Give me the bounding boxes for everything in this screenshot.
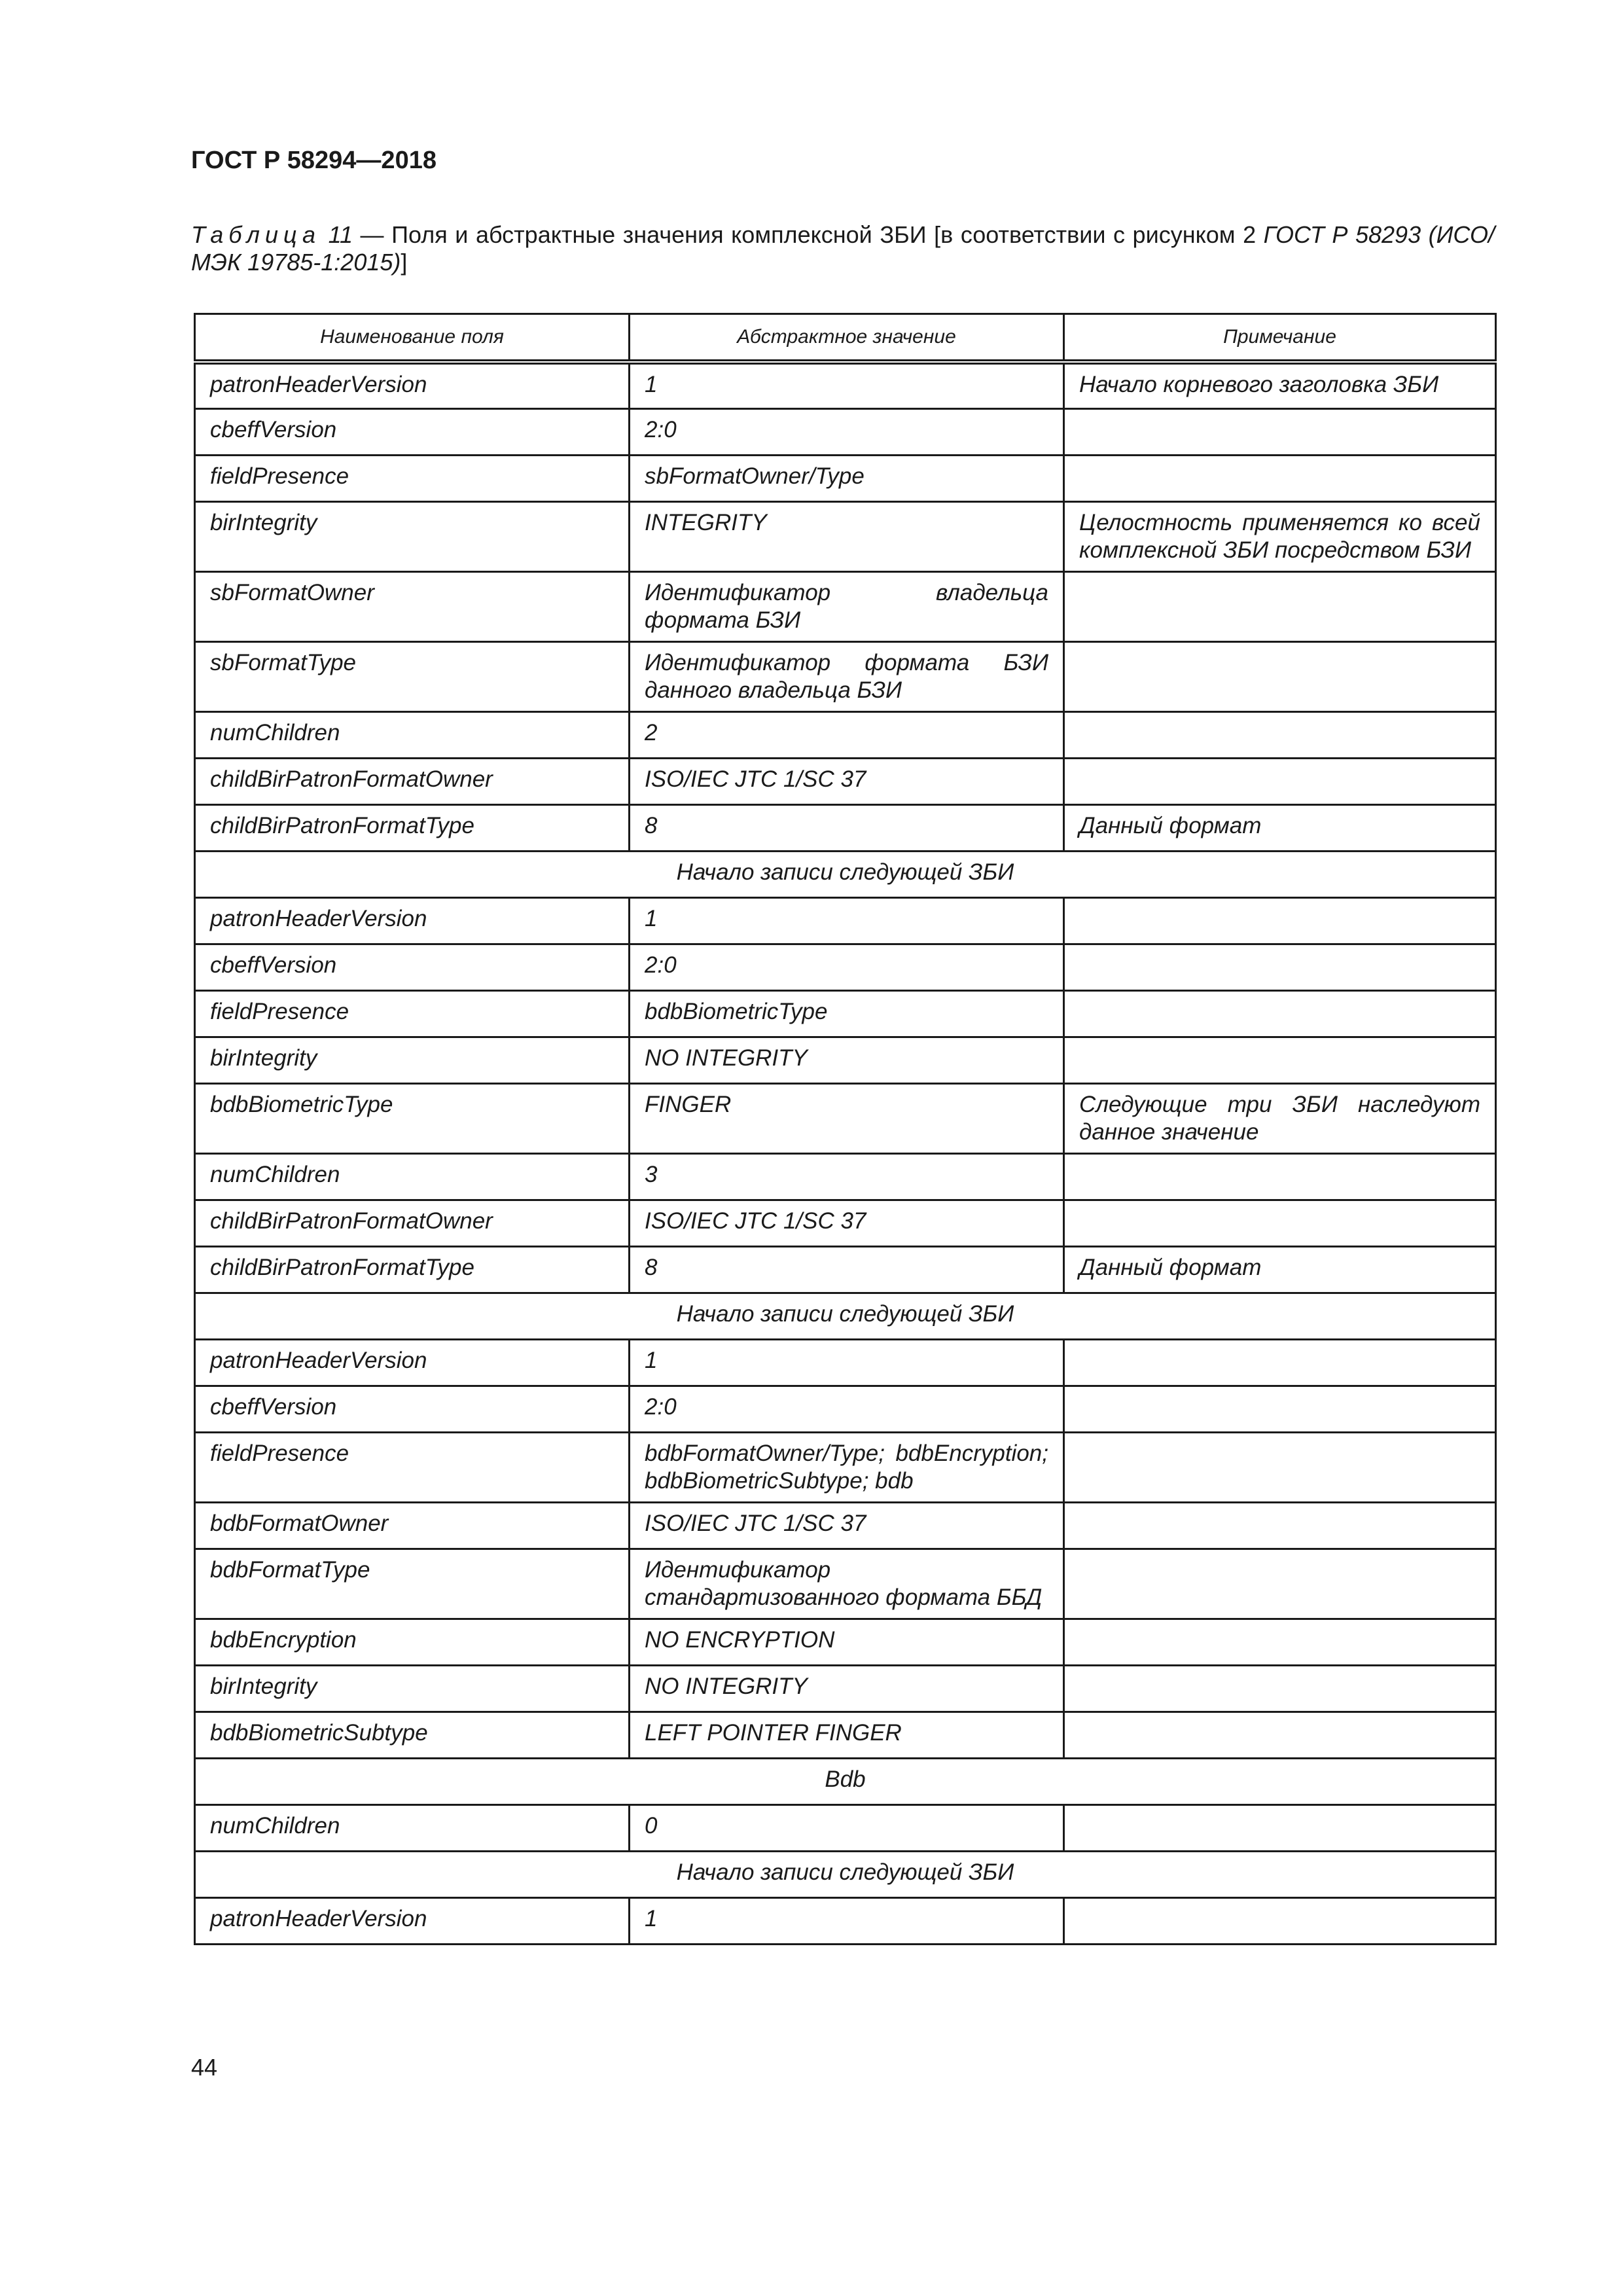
table-row <box>195 897 1496 944</box>
section-title: Bdb <box>195 1758 1496 1804</box>
note-cell: Данный формат <box>1064 804 1496 851</box>
table-row <box>195 990 1496 1037</box>
abstract-value-cell: 1 <box>630 897 1064 944</box>
note-cell <box>1064 1665 1496 1712</box>
table-section-row <box>195 851 1496 897</box>
fields-table <box>194 313 1497 1945</box>
table-row <box>195 1502 1496 1549</box>
abstract-value-cell: FINGER <box>630 1083 1064 1153</box>
abstract-value-cell: 1 <box>630 1897 1064 1944</box>
abstract-value-cell: LEFT POINTER FINGER <box>630 1712 1064 1758</box>
field-name-cell: bdbBiometricType <box>195 1083 630 1153</box>
table-row <box>195 944 1496 990</box>
table-body <box>195 362 1496 1944</box>
table-row <box>195 1432 1496 1502</box>
field-name-cell: birIntegrity <box>195 1037 630 1083</box>
field-name-cell: childBirPatronFormatType <box>195 804 630 851</box>
note-cell: Целостность применяется ко всей комплексной ЗБИ посредством БЗИ <box>1064 501 1496 571</box>
caption-text: — Поля и абстрактные значения комплексной ЗБИ [в соответствии с рисунком 2 <box>352 221 1264 248</box>
caption-close: ] <box>401 249 408 276</box>
caption-label: Таблица <box>191 221 321 248</box>
table-row <box>195 571 1496 641</box>
table-row <box>195 1549 1496 1619</box>
note-cell: Начало корневого заголовка ЗБИ <box>1064 362 1496 408</box>
table-header <box>195 314 1496 363</box>
note-cell <box>1064 711 1496 758</box>
caption-number: 11 <box>328 221 353 248</box>
note-cell: Следующие три ЗБИ наследуют данное значение <box>1064 1083 1496 1153</box>
note-cell <box>1064 1153 1496 1200</box>
note-cell <box>1064 944 1496 990</box>
abstract-value-cell: INTEGRITY <box>630 501 1064 571</box>
table-row <box>195 1712 1496 1758</box>
table-row <box>195 711 1496 758</box>
table-row <box>195 1619 1496 1665</box>
field-name-cell: patronHeaderVersion <box>195 1897 630 1944</box>
field-name-cell: bdbFormatType <box>195 1549 630 1619</box>
table-section-row <box>195 1758 1496 1804</box>
note-cell <box>1064 1432 1496 1502</box>
document-header: ГОСТ Р 58294—2018 <box>191 147 437 174</box>
abstract-value-cell: 1 <box>630 1339 1064 1386</box>
note-cell <box>1064 1386 1496 1432</box>
caption-reference: ГОСТ Р 58293 (ИСО/МЭК 19785-1:2015) <box>191 221 1495 276</box>
table-row <box>195 1339 1496 1386</box>
table-row <box>195 1386 1496 1432</box>
abstract-value-cell: 8 <box>630 1246 1064 1293</box>
table-caption <box>191 221 1495 276</box>
abstract-value-cell: ISO/IEC JTC 1/SC 37 <box>630 1502 1064 1549</box>
field-name-cell: cbeffVersion <box>195 1386 630 1432</box>
field-name-cell: fieldPresence <box>195 1432 630 1502</box>
note-cell <box>1064 641 1496 711</box>
table-section-row <box>195 1851 1496 1897</box>
field-name-cell: bdbBiometricSubtype <box>195 1712 630 1758</box>
note-cell <box>1064 571 1496 641</box>
table-row <box>195 1083 1496 1153</box>
abstract-value-cell: bdbBiometricType <box>630 990 1064 1037</box>
field-name-cell: sbFormatOwner <box>195 571 630 641</box>
note-cell <box>1064 455 1496 501</box>
table-row <box>195 1153 1496 1200</box>
field-name-cell: childBirPatronFormatType <box>195 1246 630 1293</box>
table-header-row <box>195 314 1496 363</box>
field-name-cell: fieldPresence <box>195 990 630 1037</box>
field-name-cell: fieldPresence <box>195 455 630 501</box>
table-row <box>195 1200 1496 1246</box>
table-row <box>195 362 1496 408</box>
table-row <box>195 501 1496 571</box>
field-name-cell: birIntegrity <box>195 501 630 571</box>
note-cell <box>1064 1200 1496 1246</box>
table-row <box>195 1246 1496 1293</box>
field-name-cell: bdbFormatOwner <box>195 1502 630 1549</box>
field-name-cell: cbeffVersion <box>195 408 630 455</box>
abstract-value-cell: 1 <box>630 362 1064 408</box>
page-number: 44 <box>191 2054 218 2081</box>
column-header-field: Наименование поля <box>195 314 630 363</box>
table-row <box>195 758 1496 804</box>
field-name-cell: numChildren <box>195 711 630 758</box>
table-section-row <box>195 1293 1496 1339</box>
section-title: Начало записи следующей ЗБИ <box>195 851 1496 897</box>
section-title: Начало записи следующей ЗБИ <box>195 1293 1496 1339</box>
field-name-cell: numChildren <box>195 1804 630 1851</box>
field-name-cell: patronHeaderVersion <box>195 1339 630 1386</box>
field-name-cell: patronHeaderVersion <box>195 897 630 944</box>
table-row <box>195 1897 1496 1944</box>
abstract-value-cell: 3 <box>630 1153 1064 1200</box>
abstract-value-cell: ISO/IEC JTC 1/SC 37 <box>630 1200 1064 1246</box>
abstract-value-cell: Идентификатор формата БЗИ данного владельца БЗИ <box>630 641 1064 711</box>
abstract-value-cell: 0 <box>630 1804 1064 1851</box>
field-name-cell: childBirPatronFormatOwner <box>195 758 630 804</box>
abstract-value-cell: 8 <box>630 804 1064 851</box>
abstract-value-cell: bdbFormatOwner/Type; bdbEncryption; bdbBiometricSubtype; bdb <box>630 1432 1064 1502</box>
table-row <box>195 1665 1496 1712</box>
note-cell <box>1064 1502 1496 1549</box>
table-row <box>195 1804 1496 1851</box>
note-cell <box>1064 1549 1496 1619</box>
table-row <box>195 408 1496 455</box>
abstract-value-cell: NO INTEGRITY <box>630 1665 1064 1712</box>
field-name-cell: patronHeaderVersion <box>195 362 630 408</box>
field-name-cell: cbeffVersion <box>195 944 630 990</box>
abstract-value-cell: ISO/IEC JTC 1/SC 37 <box>630 758 1064 804</box>
abstract-value-cell: 2:0 <box>630 944 1064 990</box>
field-name-cell: bdbEncryption <box>195 1619 630 1665</box>
note-cell: Данный формат <box>1064 1246 1496 1293</box>
table-row <box>195 1037 1496 1083</box>
abstract-value-cell: Идентификатор владельца формата БЗИ <box>630 571 1064 641</box>
note-cell <box>1064 408 1496 455</box>
field-name-cell: sbFormatType <box>195 641 630 711</box>
abstract-value-cell: 2:0 <box>630 1386 1064 1432</box>
abstract-value-cell: Идентификатор стандартизованного формата ББД <box>630 1549 1064 1619</box>
note-cell <box>1064 1712 1496 1758</box>
table-row <box>195 641 1496 711</box>
note-cell <box>1064 1897 1496 1944</box>
note-cell <box>1064 1037 1496 1083</box>
field-name-cell: childBirPatronFormatOwner <box>195 1200 630 1246</box>
abstract-value-cell: 2 <box>630 711 1064 758</box>
field-name-cell: numChildren <box>195 1153 630 1200</box>
column-header-note: Примечание <box>1064 314 1496 363</box>
table-row <box>195 455 1496 501</box>
note-cell <box>1064 758 1496 804</box>
section-title: Начало записи следующей ЗБИ <box>195 1851 1496 1897</box>
abstract-value-cell: sbFormatOwner/Type <box>630 455 1064 501</box>
note-cell <box>1064 1804 1496 1851</box>
note-cell <box>1064 897 1496 944</box>
field-name-cell: birIntegrity <box>195 1665 630 1712</box>
note-cell <box>1064 1339 1496 1386</box>
column-header-value: Абстрактное значение <box>630 314 1064 363</box>
abstract-value-cell: 2:0 <box>630 408 1064 455</box>
abstract-value-cell: NO INTEGRITY <box>630 1037 1064 1083</box>
note-cell <box>1064 1619 1496 1665</box>
note-cell <box>1064 990 1496 1037</box>
abstract-value-cell: NO ENCRYPTION <box>630 1619 1064 1665</box>
table-row <box>195 804 1496 851</box>
